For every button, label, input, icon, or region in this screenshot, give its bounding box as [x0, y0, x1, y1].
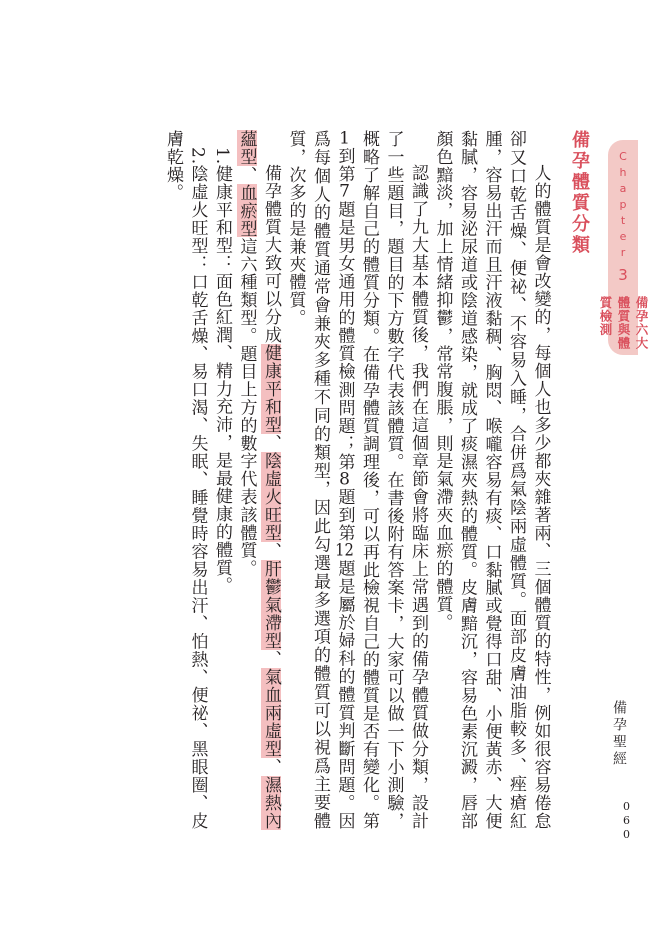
text-span: 題是屬於婦科的體質判斷問題。因爲每個人的體質通常會兼夾多種不同的類型，因此勾選最多選項的體質可以視爲主要體質，次多的是兼夾體質。 [285, 130, 355, 830]
highlight-type: 血瘀型 [236, 183, 257, 238]
chapter-tab [598, 140, 649, 355]
text-span: 這六種類型。題目上方的數字代表該體質。 [236, 237, 257, 578]
text-span: 到第 [334, 147, 355, 184]
separator: 、 [261, 542, 281, 561]
highlight-type: 陰虛火旺型 [261, 452, 281, 543]
chapter-number: 3 [614, 266, 632, 284]
list-item-2: 2.陰虛火旺型：口乾舌燥、易口渴、失眠、睡覺時容易出汗、怕熱、便祕、黑眼圈、皮膚乾燥。 [163, 130, 208, 830]
chapter-title: 備孕六大體質與體質檢測 [598, 296, 649, 350]
text-span: 備孕體質大致可以分成 [261, 164, 281, 345]
chapter-label: Chapter [616, 150, 630, 262]
highlight-type: 濕熱內蘊型 [236, 130, 281, 831]
separator: 、 [236, 165, 257, 184]
text-span: 題到第 [334, 488, 355, 543]
page-body [86, 130, 591, 830]
highlight-type: 氣血兩虛型 [261, 668, 281, 759]
number-span: 1 [339, 130, 350, 147]
separator: 、 [261, 650, 281, 669]
page-number: 060 [620, 800, 633, 842]
separator: 、 [261, 758, 281, 777]
paragraph-quiz-intro [283, 130, 430, 830]
highlight-type: 肝鬱氣滯型 [261, 560, 281, 651]
text-span: 題是男女通用的體質檢測問題；第 [334, 200, 355, 472]
list-item-1: 1.健康平和型：面色紅潤、精力充沛，是最健康的體質。 [212, 147, 232, 595]
number-span: 7 [339, 183, 350, 201]
section-heading: 備孕體質分類 [569, 130, 590, 256]
separator: 、 [261, 434, 281, 453]
highlight-type: 健康平和型 [261, 344, 281, 435]
paragraph-body-constitution: 人的體質是會改變的，每個人也多少都夾雜著兩、三個體質的特性，例如很容易倦怠卻又口乾舌燥、便祕、不容易入睡，合併爲氣陰兩虛體質。面部皮膚油脂較多、痤瘡紅腫，容易出汗而且汗液黏稠、胸悶、喉嚨容易有痰、口黏膩或覺得口甜、小便黃赤、大便黏膩，容易泌尿道或陰道感染，就成了痰濕夾熱的體質。皮膚黯沉，容易色素沉澱，唇部顏色黯淡，加上情緒抑鬱，常常腹脹，則是氣滯夾血瘀的體質。 [432, 130, 551, 830]
number-span: 12 [335, 542, 354, 560]
book-title: 備孕聖經 [611, 700, 627, 768]
text-span: 認識了九大基本體質後，我們在這個章節會將臨床上常遇到的備孕體質做分類，設計了一些題目，題目的下方數字代表該體質。在書後附有答案卡，大家可以做一下小測驗，概略了解自己的體質分類。在備孕體質調理後，可以再此檢視自己的體質是否有變化。第 [359, 130, 428, 830]
paragraph-six-types [234, 130, 283, 830]
number-span: 8 [339, 471, 350, 489]
